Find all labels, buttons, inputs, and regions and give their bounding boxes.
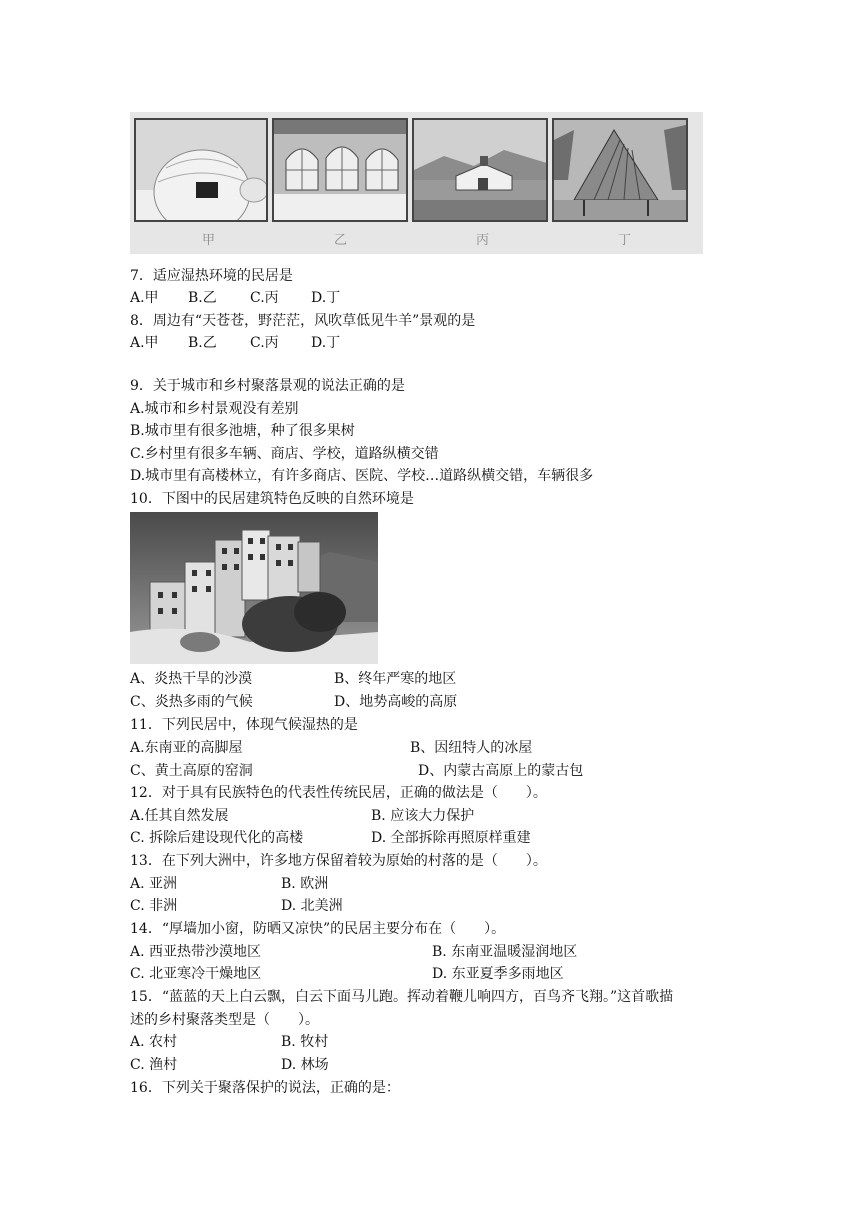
- q11-stem: 11．下列民居中，体现气候湿热的是: [130, 717, 358, 733]
- q13-option-a: A. 亚洲: [130, 876, 178, 892]
- q13-option-c: C. 非洲: [130, 898, 178, 914]
- q12-option-c: C. 拆除后建设现代化的高楼: [130, 830, 304, 846]
- q8-option-a: A.甲: [130, 335, 159, 351]
- q11-option-a: A.东南亚的高脚屋: [130, 740, 243, 756]
- q14-option-b: B. 东南亚温暖湿润地区: [432, 944, 578, 960]
- q13-stem: 13．在下列大洲中，许多地方保留着较为原始的村落的是（ ）。: [130, 853, 547, 869]
- q7-stem: 7．适应湿热环境的民居是: [130, 268, 293, 284]
- q8-stem: 8．周边有“天苍苍，野茫茫，风吹草低见牛羊”景观的是: [130, 313, 476, 329]
- stilt-house-photo: [552, 118, 688, 222]
- desert-dwellings-photo: [130, 512, 378, 664]
- q8-option-d: D.丁: [311, 335, 341, 351]
- dwellings-figure: [130, 112, 703, 254]
- q7-option-d: D.丁: [311, 290, 341, 306]
- q9-stem: 9．关于城市和乡村聚落景观的说法正确的是: [130, 378, 405, 394]
- cave-dwelling-photo: [272, 118, 408, 222]
- q12-option-b: B. 应该大力保护: [371, 808, 475, 824]
- q12-option-a: A.任其自然发展: [130, 808, 229, 824]
- q14-option-c: C. 北亚寒冷干燥地区: [130, 966, 262, 982]
- q7-option-c: C.丙: [250, 290, 279, 306]
- q10-option-a: A、炎热干旱的沙漠: [130, 671, 253, 687]
- q8-option-b: B.乙: [188, 335, 217, 351]
- yurt-photo: [412, 118, 548, 222]
- q15-stem-line1: 15．“蓝蓝的天上白云飘，白云下面马儿跑。挥动着鞭儿响四方，百鸟齐飞翔。”这首歌描: [130, 989, 674, 1005]
- caption-jia: 甲: [202, 233, 216, 248]
- q9-option-a: A.城市和乡村景观没有差别: [130, 401, 299, 417]
- q7-option-b: B.乙: [188, 290, 217, 306]
- q9-option-b: B.城市里有很多池塘，种了很多果树: [130, 423, 355, 439]
- q15-option-c: C. 渔村: [130, 1057, 178, 1073]
- q11-option-b: B、因纽特人的冰屋: [410, 740, 533, 756]
- caption-ding: 丁: [618, 233, 632, 248]
- caption-bing: 丙: [476, 233, 490, 248]
- q10-stem: 10．下图中的民居建筑特色反映的自然环境是: [130, 491, 414, 507]
- q10-option-d: D、地势高峻的高原: [334, 694, 458, 710]
- q16-stem: 16．下列关于聚落保护的说法，正确的是：: [130, 1080, 400, 1096]
- q15-option-d: D. 林场: [281, 1057, 329, 1073]
- q9-option-d: D.城市里有高楼林立，有许多商店、医院、学校…道路纵横交错，车辆很多: [130, 468, 594, 484]
- q12-stem: 12．对于具有民族特色的代表性传统民居，正确的做法是（ ）。: [130, 785, 547, 801]
- q11-option-d: D、内蒙古高原上的蒙古包: [418, 763, 584, 779]
- q10-option-b: B、终年严寒的地区: [334, 671, 457, 687]
- q11-option-c: C、黄土高原的窑洞: [130, 763, 253, 779]
- q8-option-c: C.丙: [250, 335, 279, 351]
- q7-option-a: A.甲: [130, 290, 159, 306]
- q13-option-b: B. 欧洲: [281, 876, 329, 892]
- q15-stem-line2: 述的乡村聚落类型是（ ）。: [130, 1012, 319, 1028]
- q9-option-c: C.乡村里有很多车辆、商店、学校，道路纵横交错: [130, 446, 439, 462]
- q15-option-b: B. 牧村: [281, 1034, 329, 1050]
- q13-option-d: D. 北美洲: [281, 898, 343, 914]
- q14-stem: 14．“厚墙加小窗，防晒又凉快”的民居主要分布在（ ）。: [130, 921, 506, 937]
- caption-yi: 乙: [334, 233, 348, 248]
- q14-option-a: A. 西亚热带沙漠地区: [130, 944, 262, 960]
- igloo-photo: [134, 118, 268, 222]
- q10-option-c: C、炎热多雨的气候: [130, 694, 253, 710]
- q15-option-a: A. 农村: [130, 1034, 178, 1050]
- q14-option-d: D. 东亚夏季多雨地区: [432, 966, 564, 982]
- q12-option-d: D. 全部拆除再照原样重建: [371, 830, 531, 846]
